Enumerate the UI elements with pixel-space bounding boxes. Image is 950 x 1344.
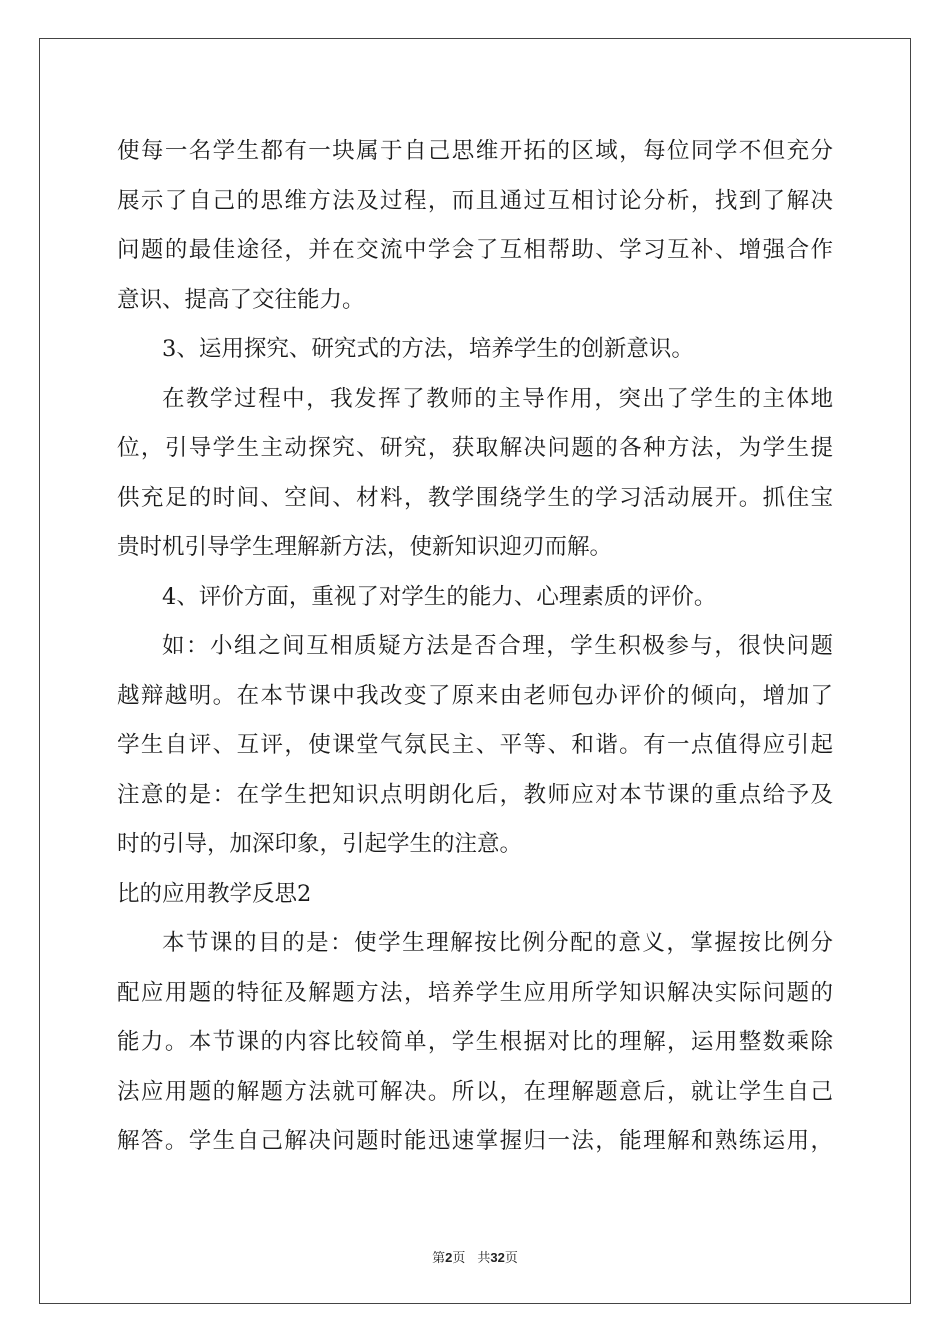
text-line: 在教学过程中，我发挥了教师的主导作用，突出了学生的主体地 — [162, 385, 833, 412]
document-body — [117, 127, 833, 1167]
paragraph — [117, 325, 833, 375]
section-heading — [117, 870, 833, 920]
text-line: 本节课的目的是：使学生理解按比例分配的意义，掌握按比例分 — [162, 930, 833, 956]
text-line: 配应用题的特征及解题方法，培养学生应用所学知识解决实际问题的 — [117, 979, 833, 1006]
text-line: 3、运用探究、研究式的方法，培养学生的创新意识。 — [162, 336, 694, 362]
text-line: 4、评价方面，重视了对学生的能力、心理素质的评价。 — [162, 583, 717, 610]
text-line: 供充足的时间、空间、材料，教学围绕学生的学习活动展开。抓住宝 — [117, 484, 833, 511]
footer-total-prefix: 共 — [477, 1251, 491, 1266]
paragraph — [117, 919, 833, 1167]
text-line: 时的引导，加深印象，引起学生的注意。 — [117, 831, 523, 857]
footer-prefix: 第 — [432, 1251, 446, 1266]
text-line: 越辩越明。在本节课中我改变了原来由老师包办评价的倾向，增加了 — [117, 682, 833, 709]
text-line: 问题的最佳途径，并在交流中学会了互相帮助、学习互补、增强合作 — [117, 237, 833, 263]
text-line: 注意的是：在学生把知识点明朗化后，教师应对本节课的重点给予及 — [117, 781, 833, 808]
footer-current-page: 2 — [445, 1250, 453, 1265]
heading-text: 比的应用教学反思2 — [117, 880, 312, 907]
text-line: 展示了自己的思维方法及过程，而且通过互相讨论分析，找到了解决 — [117, 187, 833, 214]
text-line: 位，引导学生主动探究、研究，获取解决问题的各种方法，为学生提 — [117, 435, 833, 461]
paragraph — [117, 622, 833, 870]
text-line: 意识、提高了交往能力。 — [117, 286, 365, 313]
text-line: 如：小组之间互相质疑方法是否合理，学生积极参与，很快问题 — [162, 633, 833, 659]
text-line: 法应用题的解题方法就可解决。所以，在理解题意后，就让学生自己 — [117, 1078, 833, 1105]
footer-total-unit: 页 — [504, 1251, 518, 1266]
page-footer — [0, 1247, 950, 1266]
paragraph — [117, 127, 833, 325]
text-line: 使每一名学生都有一块属于自己思维开拓的区域，每位同学不但充分 — [117, 138, 833, 164]
footer-page-unit: 页 — [452, 1251, 466, 1266]
text-line: 解答。学生自己解决问题时能迅速掌握归一法，能理解和熟练运用， — [117, 1128, 833, 1154]
text-line: 学生自评、互评，使课堂气氛民主、平等、和谐。有一点值得应引起 — [117, 732, 833, 758]
paragraph — [117, 573, 833, 623]
footer-total-pages: 32 — [490, 1250, 505, 1265]
text-line: 能力。本节课的内容比较简单，学生根据对比的理解，运用整数乘除 — [117, 1029, 833, 1055]
paragraph — [117, 375, 833, 573]
text-line: 贵时机引导学生理解新方法，使新知识迎刃而解。 — [117, 534, 613, 560]
